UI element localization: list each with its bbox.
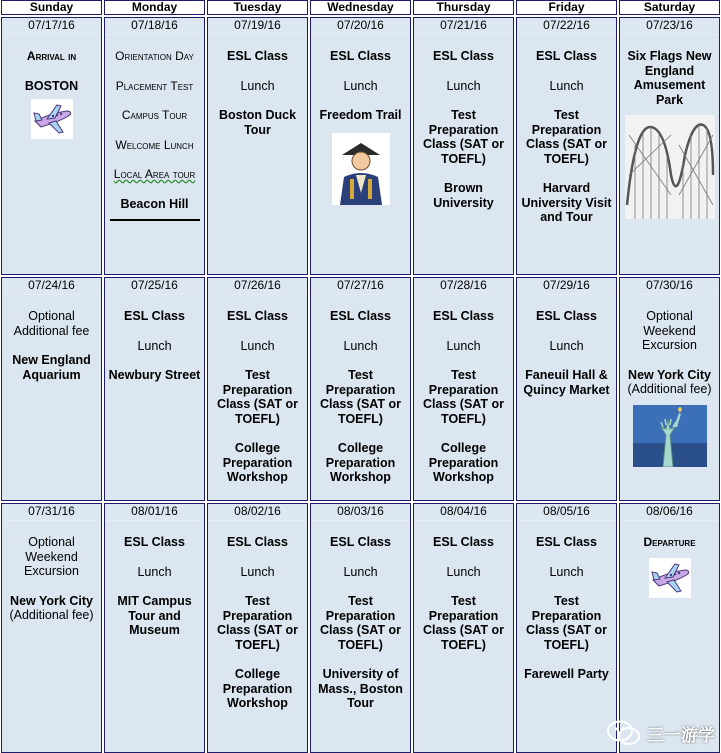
day-cell [516,277,617,501]
day-cell [104,503,205,753]
activity-item: Optional Additional fee [13,309,90,338]
week-row [0,275,721,501]
activity-item: Lunch [240,338,275,353]
day-activities [620,309,719,397]
day-date: 07/18/16 [105,18,204,35]
day-activities [620,535,719,550]
weekday-header: Sunday [1,0,102,15]
day-date: 08/01/16 [105,504,204,521]
week-row [0,501,721,753]
activity-item: Brown University [433,181,494,210]
activity-item: Beacon Hill [120,196,189,211]
activity-item: ESL Class [330,309,391,323]
activity-item: ESL Class [330,49,391,63]
activity-item: Lunch [549,78,584,93]
day-activities [208,49,307,137]
activity-item: Lunch [343,78,378,93]
day-activities [105,535,204,638]
activity-item: Farewell Party [524,667,609,681]
activity-item: Test Preparation Class (SAT or TOEFL) [525,108,608,166]
day-date: 08/05/16 [517,504,616,521]
activity-item: Harvard University Visit and Tour [521,181,612,224]
activity-item: Departure [643,535,696,549]
day-activities [105,49,204,211]
activity-item: (Additional fee) [9,608,94,622]
day-cell [413,277,514,501]
weekday-header: Thursday [413,0,514,15]
day-activities [517,49,616,225]
activity-item: Lunch [446,338,481,353]
activity-item: New York City [628,367,711,382]
airplane-image [31,99,73,142]
day-cell [310,17,411,275]
day-date: 07/29/16 [517,278,616,295]
activity-item: ESL Class [124,535,185,549]
day-date: 08/02/16 [208,504,307,521]
day-cell [207,277,308,501]
activity-item: College Preparation Workshop [222,667,293,710]
day-activities [105,309,204,383]
day-date: 07/25/16 [105,278,204,295]
day-activities [2,535,101,623]
activity-item: New England Aquarium [12,353,91,382]
activity-item: Boston Duck Tour [218,108,297,137]
day-activities [2,309,101,382]
day-cell [516,503,617,753]
activity-item: Newbury Street [108,368,201,382]
day-date: 07/31/16 [2,504,101,521]
day-date: 07/22/16 [517,18,616,35]
activity-item: Lunch [549,564,584,579]
activity-item: Lunch [446,564,481,579]
day-date: 07/28/16 [414,278,513,295]
day-cell [619,503,720,753]
day-activities [517,309,616,397]
day-activities [620,49,719,107]
activity-item: Lunch [240,78,275,93]
activity-item: Optional Weekend Excursion [24,535,79,578]
day-activities [311,49,410,123]
activity-item: BOSTON [24,78,79,93]
activity-item: ESL Class [536,49,597,63]
activity-item: (Additional fee) [627,382,712,396]
day-cell [104,277,205,501]
day-date: 07/19/16 [208,18,307,35]
coaster-image [625,115,715,222]
day-activities [208,309,307,485]
day-date: 07/30/16 [620,278,719,295]
day-cell [310,503,411,753]
activity-item: Six Flags New England Amusement Park [627,49,712,107]
activity-item: Lunch [343,338,378,353]
activity-item: Placement Test [115,78,194,93]
activity-item: College Preparation Workshop [428,441,499,484]
day-cell [1,503,102,753]
activity-item: College Preparation Workshop [325,441,396,484]
day-date: 08/06/16 [620,504,719,521]
day-date: 08/04/16 [414,504,513,521]
activity-item: Orientation Day [115,49,194,63]
day-activities [517,535,616,682]
day-date: 07/27/16 [311,278,410,295]
day-activities [414,535,513,652]
day-date: 08/03/16 [311,504,410,521]
activity-item: ESL Class [330,535,391,549]
day-cell [310,277,411,501]
day-date: 07/26/16 [208,278,307,295]
day-cell [413,17,514,275]
day-cell [1,277,102,501]
activity-item: ESL Class [536,309,597,323]
activity-item: ESL Class [227,309,288,323]
activity-item: Test Preparation Class (SAT or TOEFL) [216,594,299,652]
watermark [607,720,715,746]
divider-line [110,219,200,221]
watermark-text: 三一游学 [647,725,715,745]
liberty-image [633,405,707,470]
day-cell [619,277,720,501]
activity-item: Test Preparation Class (SAT or TOEFL) [319,368,402,426]
day-date: 07/24/16 [2,278,101,295]
day-activities [311,309,410,485]
activity-item: ESL Class [433,49,494,63]
activity-item: Test Preparation Class (SAT or TOEFL) [525,594,608,652]
activity-item: College Preparation Workshop [222,441,293,484]
weekday-header: Tuesday [207,0,308,15]
activity-item: Lunch [137,564,172,579]
day-date: 07/17/16 [2,18,101,35]
day-cell [413,503,514,753]
day-activities [311,535,410,711]
wechat-icon [607,720,641,746]
day-date: 07/20/16 [311,18,410,35]
activity-item: Test Preparation Class (SAT or TOEFL) [422,368,505,426]
day-cell [619,17,720,275]
activity-item: Test Preparation Class (SAT or TOEFL) [216,368,299,426]
activity-item: Arrival in [26,49,77,63]
activity-item: Faneuil Hall & Quincy Market [523,368,610,397]
day-cell [207,17,308,275]
day-cell [1,17,102,275]
colonial-image [332,133,390,208]
day-date: 07/21/16 [414,18,513,35]
airplane-image [649,558,691,601]
weekday-header: Monday [104,0,205,15]
weekday-header: Friday [516,0,617,15]
weekday-header-row [0,0,721,15]
day-activities [414,309,513,485]
day-activities [2,49,101,93]
activity-item: University of Mass., Boston Tour [318,667,403,710]
weekday-header: Saturday [619,0,720,15]
activity-item: Test Preparation Class (SAT or TOEFL) [319,594,402,652]
activity-item: Lunch [240,564,275,579]
day-activities [414,49,513,210]
activity-item: ESL Class [433,309,494,323]
activity-item: Lunch [446,78,481,93]
activity-item: ESL Class [124,309,185,323]
activity-item: Freedom Trail [319,108,402,122]
calendar-weeks [0,15,721,753]
activity-item: Local Area tour [113,167,196,181]
activity-item: ESL Class [227,49,288,63]
activity-item: Campus Tour [121,108,188,122]
activity-item: Test Preparation Class (SAT or TOEFL) [422,108,505,166]
activity-item: ESL Class [227,535,288,549]
day-cell [207,503,308,753]
day-date: 07/23/16 [620,18,719,35]
week-row [0,15,721,275]
day-activities [208,535,307,711]
activity-item: Lunch [137,338,172,353]
day-cell [104,17,205,275]
activity-item: New York City [10,593,93,608]
activity-item: Lunch [549,338,584,353]
activity-item: ESL Class [536,535,597,549]
activity-item: ESL Class [433,535,494,549]
activity-item: Optional Weekend Excursion [642,309,697,352]
weekday-header: Wednesday [310,0,411,15]
activity-item: Test Preparation Class (SAT or TOEFL) [422,594,505,652]
activity-item: MIT Campus Tour and Museum [117,594,192,637]
day-cell [516,17,617,275]
activity-item: Lunch [343,564,378,579]
activity-item: Welcome Lunch [115,137,194,152]
